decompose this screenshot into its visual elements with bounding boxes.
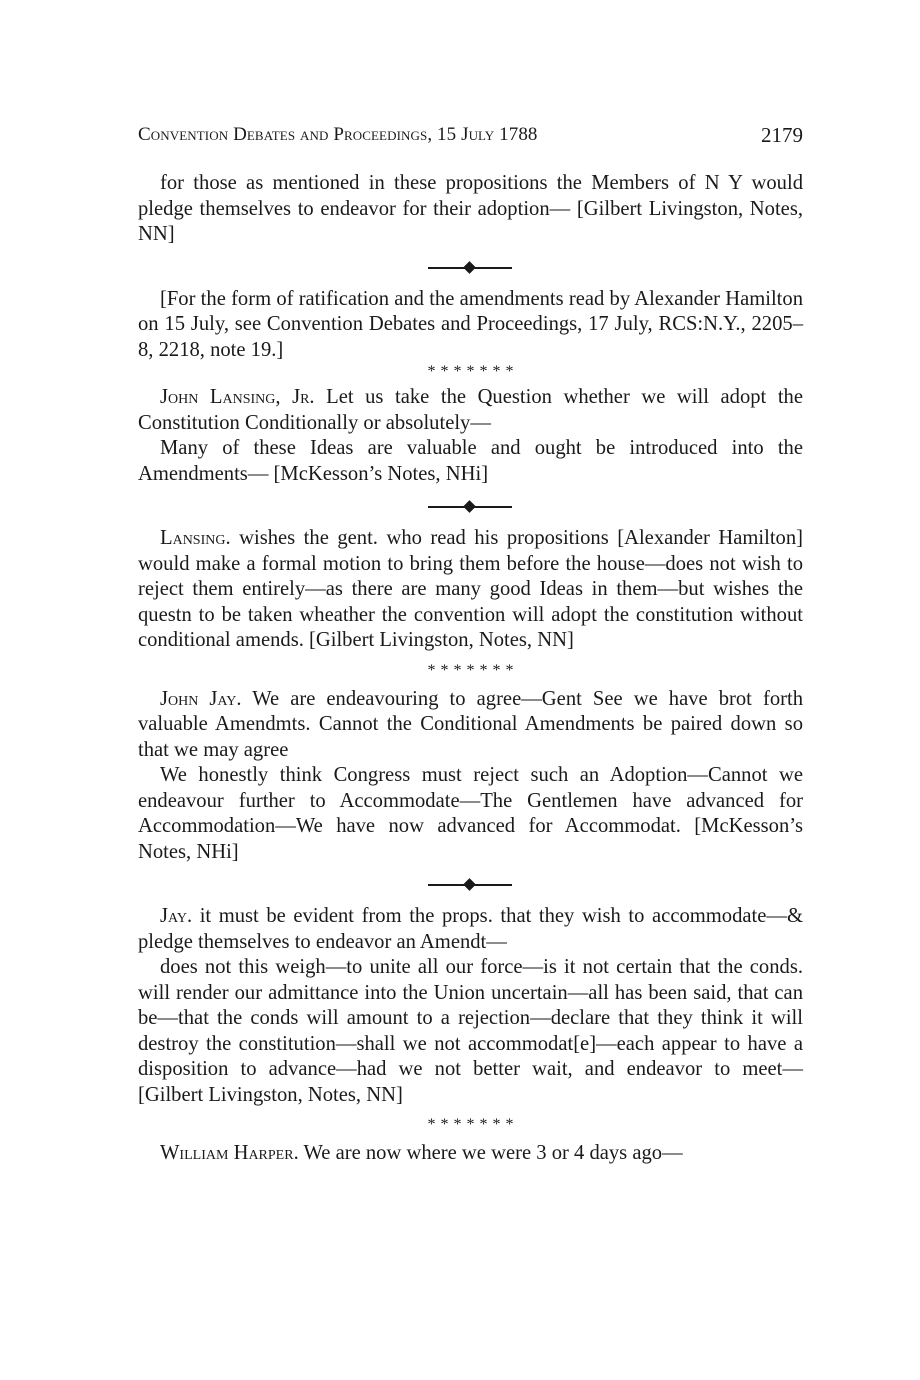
paragraph-jay-livingston-cont: does not this weigh—to unite all our force—is it not certain that the conds. will render our admittance into the Union uncertain—all has been said, that can be—that the conds will amount to a rejection—declare that they think it will destroy the constitution—shall we not accommodat[e]—each appear to have a disposition to advance—had we not better wait, and endeavor to meet— [Gilbert Livingston, Notes, NN] <box>138 956 803 1106</box>
paragraph-jay-mckesson-cont: We honestly think Congress must reject such an Adoption—Cannot we endeavour further to Accommodate—The Gentlemen have advanced for Accommodation—We have now advanced for Accommodat. [McKesson’s Notes, NHi] <box>138 764 803 863</box>
speech-text: We are now where we were 3 or 4 days ago— <box>298 1142 683 1164</box>
page-number: 2179 <box>761 123 803 147</box>
speech-text: Let us take the Question whether we will adopt the Constitution Conditionally or absolutely— <box>138 386 803 434</box>
body-text <box>138 171 803 1167</box>
speaker-name: William Harper. <box>160 1142 299 1164</box>
paragraph-lansing-mckesson-cont: Many of these Ideas are valuable and ought be introduced into the Amendments— [McKesson’s Notes, NHi] <box>138 437 803 485</box>
speaker-name: Jay. <box>160 905 193 927</box>
speech-text: it must be evident from the props. that they wish to accommodate—& pledge themselves to endeavor an Amendt— <box>138 905 803 953</box>
section-divider-ornament <box>138 248 803 287</box>
paragraph-jay-mckesson <box>138 687 803 764</box>
section-divider-ornament <box>138 865 803 904</box>
paragraph-livingston-continued: for those as mentioned in these propositions the Members of N Y would pledge themselves to endeavor for their adoption— [Gilbert Livingston, Notes, NN] <box>138 172 803 245</box>
speech-text: wishes the gent. who read his propositions [Alexander Hamilton] would make a formal motion to bring them before the house—does not wish to reject them entirely—as there are many good Ideas in them—but wishes the questn to be taken wheather the convention will adopt the constitution without conditional amends. [Gilbert Livingston, Notes, NN] <box>138 527 803 651</box>
ellipsis-stars: ******* <box>427 363 519 380</box>
paragraph-lansing-mckesson <box>138 385 803 436</box>
ellipsis-stars: ******* <box>427 661 519 679</box>
speaker-name: Lansing. <box>160 527 231 549</box>
speaker-name: John Jay. <box>160 687 242 710</box>
section-divider-ornament <box>138 487 803 526</box>
paragraph-lansing-livingston <box>138 526 803 654</box>
ellipsis-stars: ******* <box>427 1116 519 1133</box>
editorial-note: [For the form of ratification and the amendments read by Alexander Hamilton on 15 July, see Convention Debates and Proceedings, 17 July, RCS:N.Y., 2205–8, 2218, note 19.] <box>138 287 803 361</box>
paragraph-jay-livingston <box>138 904 803 955</box>
speech-text: We are endeavouring to agree—Gent See we have brot forth valuable Amendmts. Cannot the Conditional Amendments be paired down so that we may agree <box>138 687 803 761</box>
paragraph-harper <box>138 1141 803 1167</box>
running-title: Convention Debates and Proceedings, 15 July 1788 <box>138 124 538 145</box>
speaker-name: John Lansing, Jr. <box>160 386 315 408</box>
